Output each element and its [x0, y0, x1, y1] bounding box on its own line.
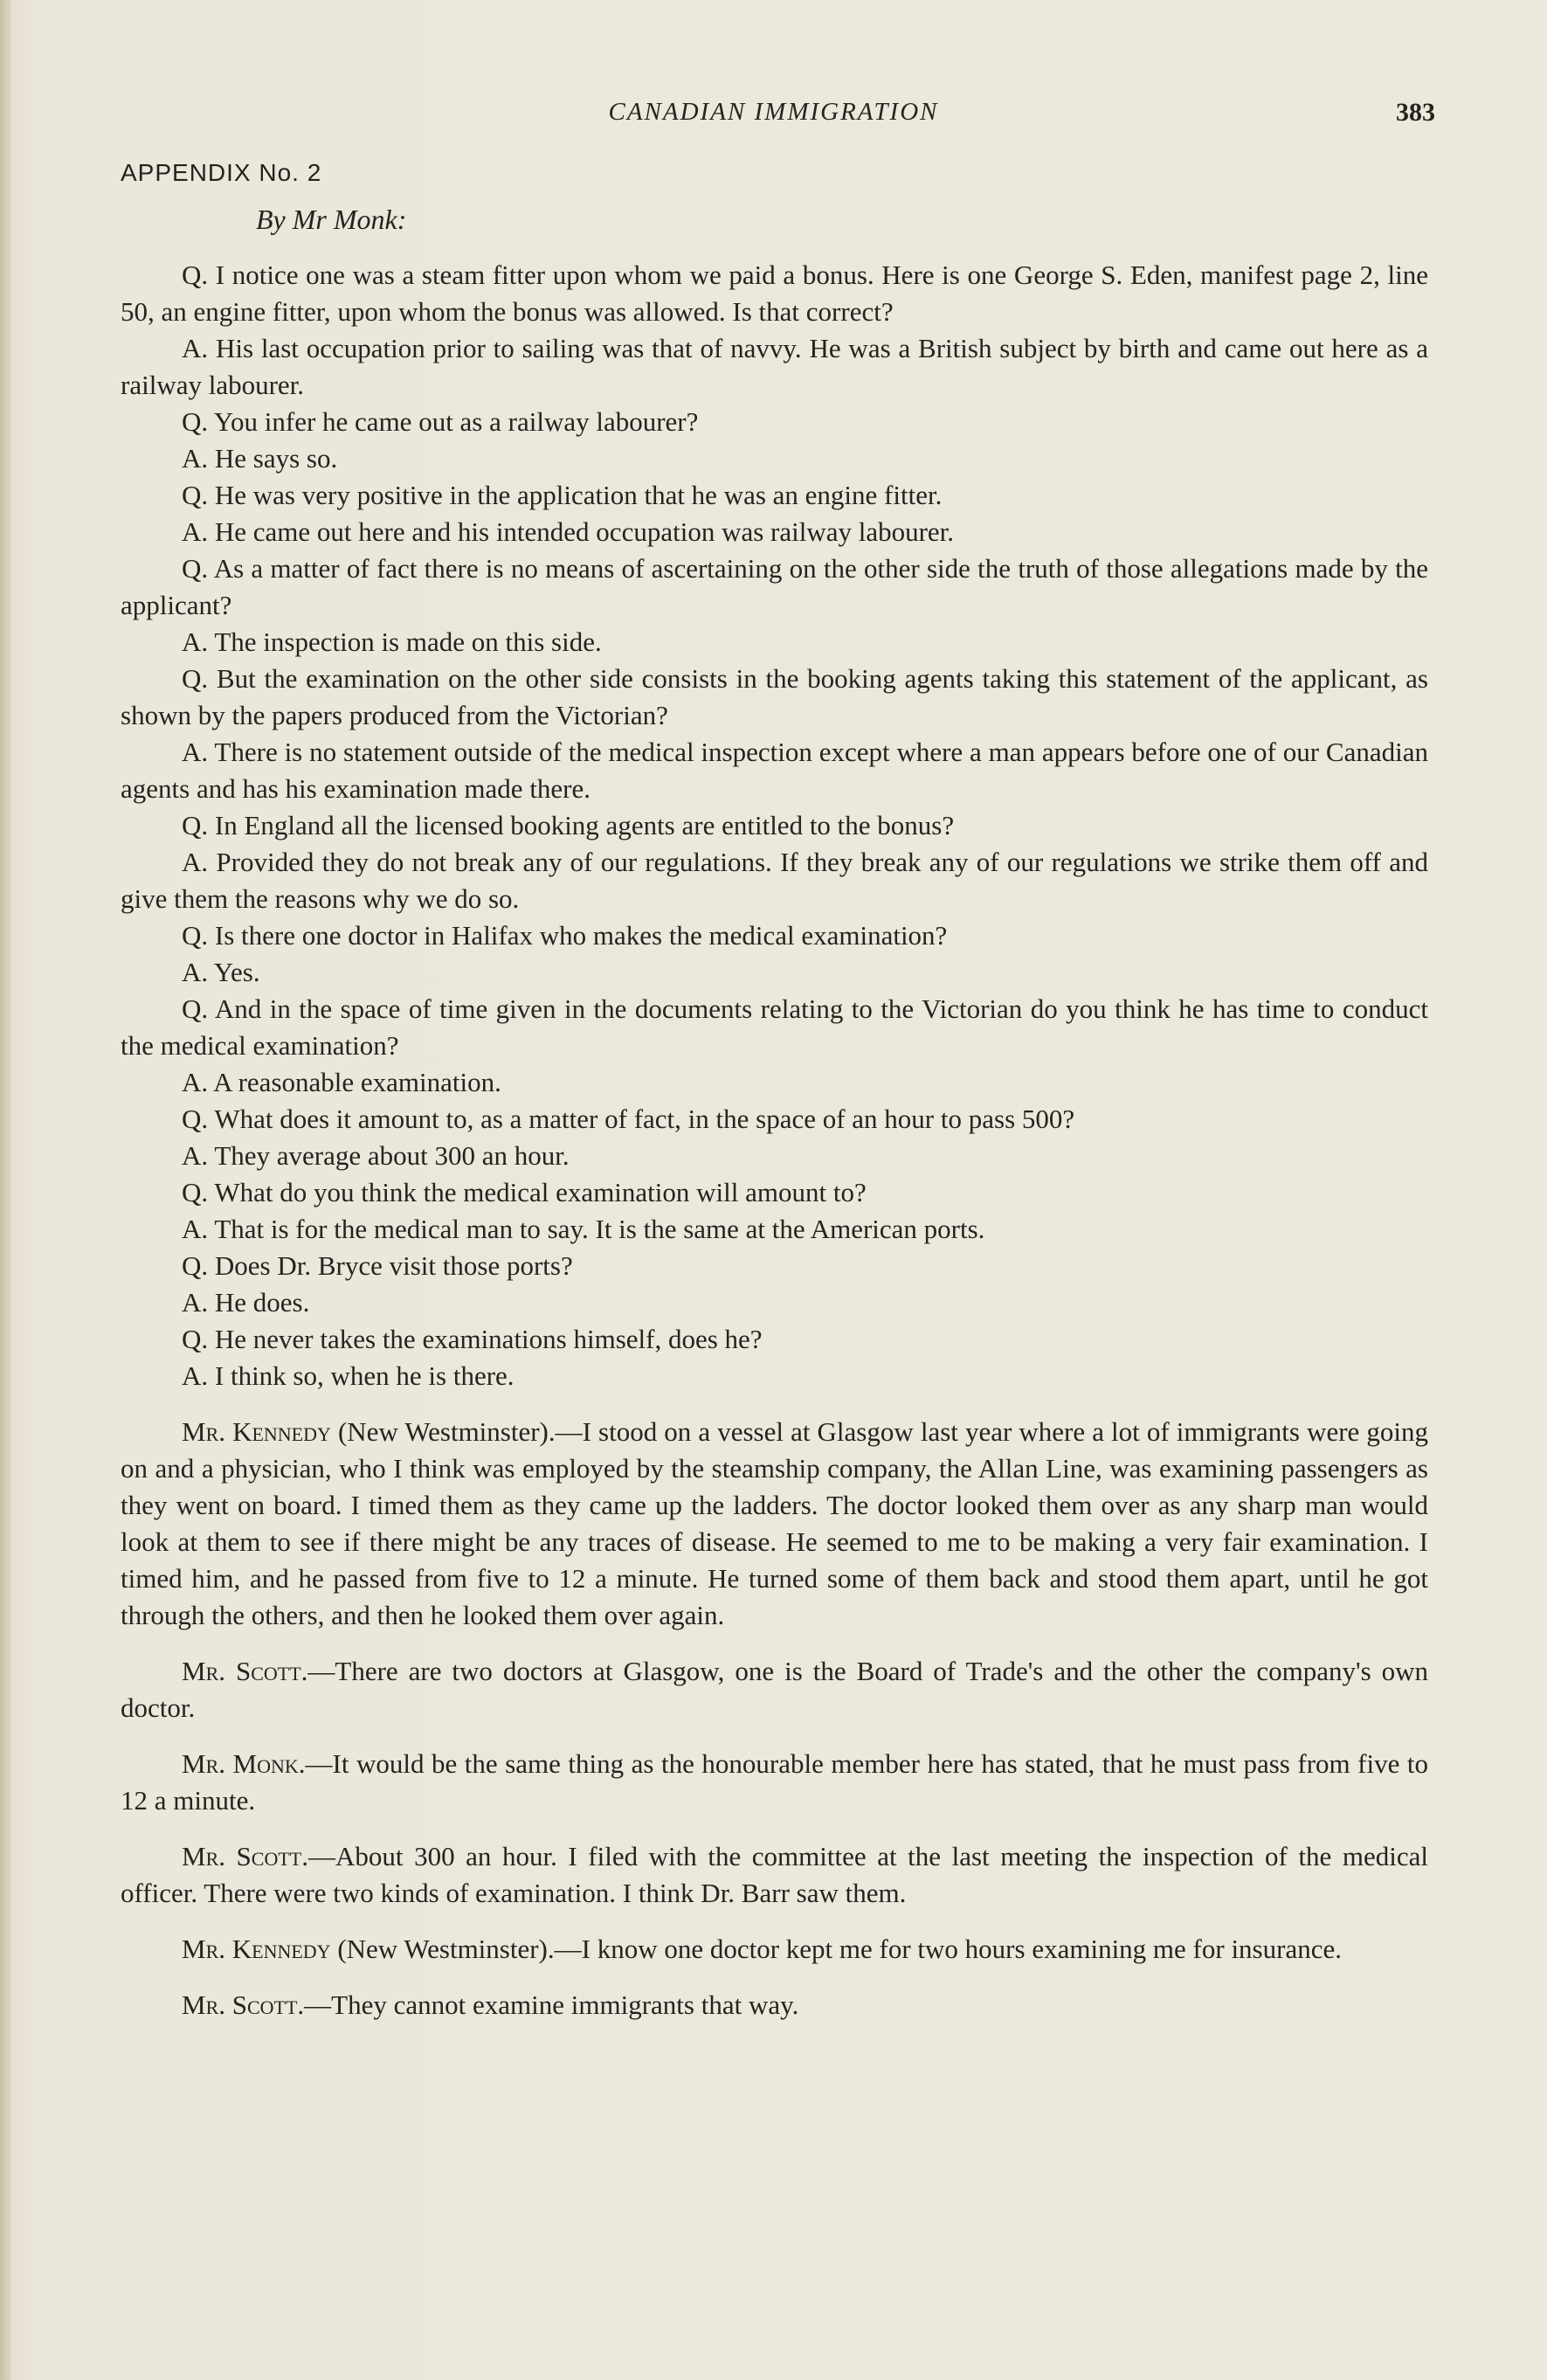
speaker-name: Mr. Monk — [182, 1748, 299, 1779]
speaker-name: Mr. Scott — [182, 1656, 301, 1686]
qa-paragraph: Q. As a matter of fact there is no means of ascertaining on the other side the truth of those allegations made by the applicant? — [121, 553, 1428, 620]
qa-paragraph: A. He says so. — [182, 443, 338, 474]
running-title: CANADIAN IMMIGRATION — [608, 98, 939, 126]
speaker-name: Mr. Kennedy — [182, 1416, 331, 1447]
qa-paragraph: Q. What do you think the medical examination will amount to? — [182, 1177, 867, 1207]
running-header — [0, 98, 1547, 133]
speech-text: (New Westminster).—I stood on a vessel at Glasgow last year where a lot of immigrants were going on and a physician, who I think was employed by the steamship company, the Allan Line, was examining passengers as they went on board. I timed them as they came up the ladders. The doctor looked them over as any sharp man would look at them to see if there might be any traces of disease. He seemed to me to be making a very fair examination. I timed him, and he passed from five to 12 a minute. He turned some of them back and stood them apart, until he got through the others, and then he looked them over again. — [121, 1416, 1428, 1630]
examiner-byline: By Mr Monk: — [256, 204, 407, 235]
speech-text: .—They cannot examine immigrants that way. — [297, 1989, 799, 2020]
speech-paragraph — [121, 1746, 1428, 1819]
speech-paragraph — [121, 1987, 1428, 2024]
document-body — [121, 201, 1428, 2024]
qa-paragraph: Q. You infer he came out as a railway labourer? — [182, 406, 699, 437]
qa-paragraph: A. He came out here and his intended occupation was railway labourer. — [182, 516, 955, 547]
qa-paragraph: Q. He was very positive in the application that he was an engine fitter. — [182, 480, 943, 510]
qa-paragraph: A. That is for the medical man to say. It is the same at the American ports. — [182, 1214, 985, 1244]
qa-paragraph: Q. But the examination on the other side consists in the booking agents taking this statement of the applicant, as shown by the papers produced from the Victorian? — [121, 663, 1428, 730]
qa-paragraph: A. Provided they do not break any of our regulations. If they break any of our regulations we strike them off and give them the reasons why we do so. — [121, 847, 1428, 914]
qa-paragraph: A. A reasonable examination. — [182, 1067, 501, 1097]
speech-text: .—About 300 an hour. I filed with the committee at the last meeting the inspection of the medical officer. There were two kinds of examination. I think Dr. Barr saw them. — [121, 1841, 1429, 1908]
qa-paragraph: A. His last occupation prior to sailing was that of navvy. He was a British subject by birth and came out here as a railway labourer. — [121, 333, 1428, 400]
qa-paragraph: Q. He never takes the examinations himself, does he? — [182, 1324, 763, 1354]
speech-paragraph — [121, 1414, 1428, 1634]
qa-paragraph: Q. Does Dr. Bryce visit those ports? — [182, 1250, 573, 1281]
qa-paragraph: A. They average about 300 an hour. — [182, 1140, 570, 1171]
speaker-name: Mr. Kennedy — [182, 1934, 331, 1964]
speech-paragraph — [121, 1838, 1428, 1912]
speaker-name: Mr. Scott — [182, 1841, 302, 1871]
speech-text: (New Westminster).—I know one doctor kept me for two hours examining me for insurance. — [330, 1934, 1342, 1964]
qa-paragraph: A. The inspection is made on this side. — [182, 626, 602, 657]
qa-paragraph: Q. And in the space of time given in the documents relating to the Victorian do you think he has time to conduct the medical examination? — [121, 993, 1428, 1061]
speech-text: .—It would be the same thing as the honourable member here has stated, that he must pass from five to 12 a minute. — [121, 1748, 1428, 1816]
speech-paragraph — [121, 1653, 1428, 1726]
qa-paragraph: A. There is no statement outside of the medical inspection except where a man appears before one of our Canadian agents and has his examination made there. — [121, 737, 1428, 804]
page-binding-edge — [0, 0, 10, 2380]
qa-paragraph: A. He does. — [182, 1287, 310, 1318]
qa-paragraph: A. I think so, when he is there. — [182, 1360, 515, 1391]
speaker-name: Mr. Scott — [182, 1989, 298, 2020]
qa-paragraph: Q. I notice one was a steam fitter upon whom we paid a bonus. Here is one George S. Eden, manifest page 2, line 50, an engine fitter, upon whom the bonus was allowed. Is that correct? — [121, 259, 1428, 327]
appendix-label: APPENDIX No. 2 — [121, 159, 322, 186]
qa-paragraph: Q. In England all the licensed booking agents are entitled to the bonus? — [182, 810, 955, 841]
qa-paragraph: Q. What does it amount to, as a matter of fact, in the space of an hour to pass 500? — [182, 1104, 1075, 1134]
qa-paragraph: Q. Is there one doctor in Halifax who makes the medical examination? — [182, 920, 948, 951]
qa-paragraph: A. Yes. — [182, 957, 260, 987]
speech-paragraph — [121, 1931, 1428, 1968]
page-number: 383 — [1396, 98, 1435, 127]
speech-text: .—There are two doctors at Glasgow, one is the Board of Trade's and the other the company's own doctor. — [121, 1656, 1429, 1723]
